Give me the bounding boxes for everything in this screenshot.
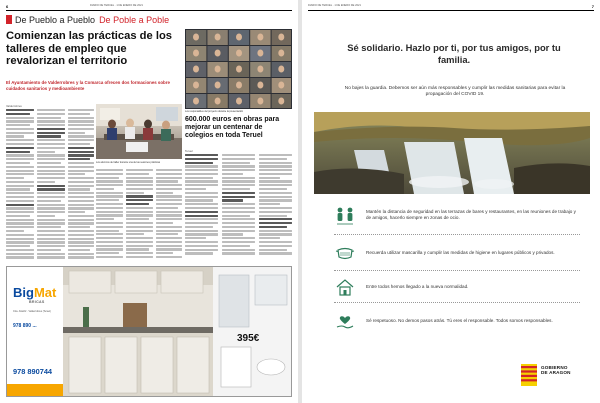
kitchen-photo-graphic [63, 267, 213, 397]
meeting-photo [185, 29, 292, 109]
body-column-5 [126, 169, 153, 261]
workshop-photo [96, 104, 182, 159]
body-column-3 [68, 109, 94, 261]
waterfall-graphic [314, 112, 590, 194]
bigmat-advertisement [6, 266, 292, 397]
section-title: De Pueblo a Pueblo [15, 14, 96, 25]
waterfall-photo [314, 112, 590, 194]
public-health-advertisement [314, 20, 590, 392]
workshop-photo-caption: Los alumnos del taller durante una de las sesiones prácticas [96, 161, 161, 164]
ad-brand-sub: BRICAS [29, 300, 45, 304]
second-body-column-3 [259, 154, 292, 261]
page-number: 7 [591, 4, 594, 9]
header-rule [308, 10, 594, 11]
bigmat-logo [13, 285, 56, 300]
page-number: 6 [6, 4, 9, 9]
ad-color-strip [7, 384, 63, 397]
campaign-item-text: Recuerda utilizar mascarilla y cumplir las medidas de higiene en lugares públicos y privados. [366, 250, 555, 255]
house-icon [334, 276, 356, 298]
section-title-secondary: De Poble a Poble [99, 14, 170, 25]
section-header [6, 13, 169, 26]
body-column-4 [96, 169, 123, 261]
logo-line-1: GOBIERNO [541, 365, 568, 370]
campaign-item-distance [334, 204, 580, 226]
ad-brand-panel [7, 267, 63, 397]
video-call-grid [185, 29, 292, 109]
bathroom-product-graphic [213, 267, 292, 397]
brand-part-b: Mat [33, 285, 57, 300]
article-subhead: El Ayuntamiento de Valderrobres y la Comarca ofrecen dos formaciones sobre cuidados sanitarios y medioambiente [6, 80, 170, 91]
campaign-headline: Sé solidario. Hazlo por ti, por tus amigos, por tu familia. [347, 42, 561, 65]
page-folio: DIARIO DE TERUEL · 1 DE ENERO DE 2021 [308, 4, 361, 7]
workshop-photo-graphic [96, 104, 182, 159]
ad-address: Ctra. Alcañiz · Valderrobres (Teruel) [13, 310, 51, 313]
brand-part-a: Big [13, 285, 34, 300]
body-column-6 [156, 169, 182, 261]
hand-heart-icon [334, 310, 356, 332]
right-newspaper-page [302, 0, 600, 403]
body-column-2 [37, 109, 65, 261]
campaign-intro: No bajes la guardia. Debemos ser aún más responsables y cumplir las medidas sanitarias para evitar la propagación del COVID 19. [344, 86, 566, 98]
item-separator [334, 234, 580, 235]
campaign-item-text: Entre todos hemos llegado a la nueva normalidad. [366, 284, 469, 289]
ad-phone-small: 978 890 ... [13, 323, 37, 329]
campaign-item-text: Mantén la distancia de seguridad en las terrazas de bares y restaurantes, en las reuniones de trabajo y de amigos, hacerlo siempre en zonas de ocio. [366, 209, 576, 220]
item-separator [334, 302, 580, 303]
second-body-column-1 [185, 154, 218, 261]
campaign-item-respect [334, 310, 580, 332]
header-rule [6, 10, 292, 11]
gobierno-de-aragon-logo [521, 362, 581, 390]
second-body-column-2 [222, 154, 255, 261]
meeting-photo-caption: Los responsables del proyecto durante la presentación [185, 110, 244, 113]
body-column-1 [6, 109, 34, 261]
campaign-item-mask [334, 242, 580, 264]
aragon-flag-icon [521, 364, 537, 386]
face-mask-icon [334, 242, 356, 264]
campaign-item-text: Sé respetuoso. No demos pasos atrás. Tú eres el responsable. Todos somos responsables. [366, 318, 553, 323]
item-separator [334, 270, 580, 271]
ad-price: 395€ [237, 333, 260, 344]
logo-line-2: DE ARAGON [541, 370, 571, 376]
section-marker [6, 15, 12, 24]
left-newspaper-page [0, 0, 298, 403]
people-distance-icon [334, 204, 356, 226]
article-headline: Comienzan las prácticas de los talleres de empleo que revalorizan el territorio [6, 30, 173, 67]
logo-text [541, 365, 571, 376]
ad-phone-large: 978 890744 [13, 367, 53, 376]
second-article-headline: 600.000 euros en obras para mejorar un centenar de colegios en toda Teruel [185, 116, 280, 139]
page-folio: DIARIO DE TERUEL · 1 DE ENERO DE 2021 [90, 4, 143, 7]
second-article-byline: Teruel [185, 149, 193, 153]
campaign-item-normality [334, 276, 580, 298]
ad-kitchen-photo [63, 267, 213, 397]
article-byline: Valderrobres [6, 104, 22, 108]
ad-product-panel [213, 267, 292, 397]
